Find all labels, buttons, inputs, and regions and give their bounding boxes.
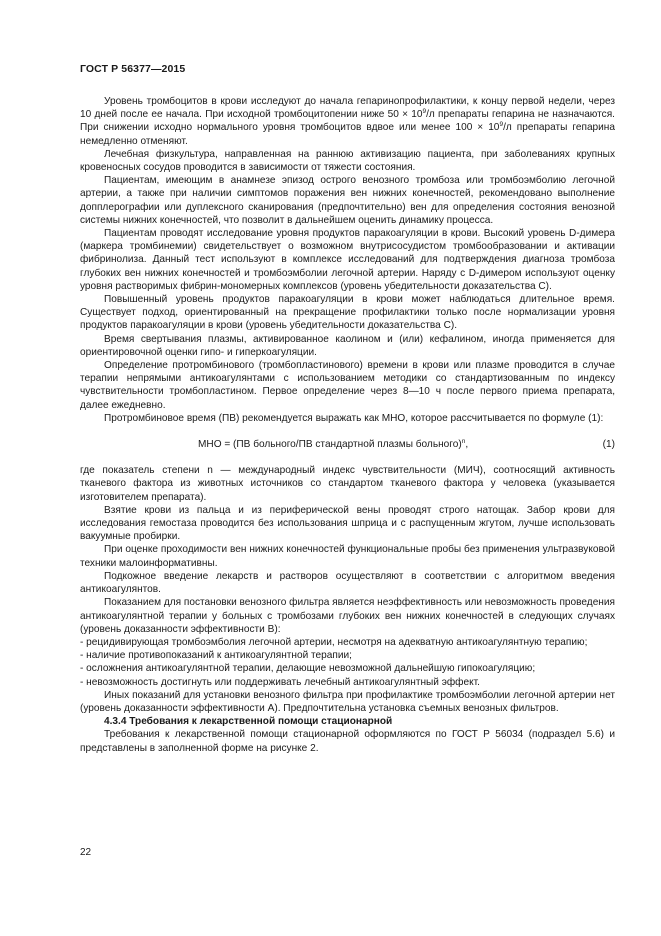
list-item: - рецидивирующая тромбоэмболия легочной артерии, несмотря на адекватную антикоагулянтную терапию; [80,636,588,648]
paragraph: Иных показаний для установки венозного фильтра при профилактике тромбоэмболии легочной артерии нет (уровень доказанности эффективности А). Предпочтительна установка съемных венозных фильтров. [80,689,615,714]
paragraph: Подкожное введение лекарств и растворов осуществляют в соответствии с алгоритмом введения антикоагулянтов. [80,570,615,596]
paragraph: Уровень тромбоцитов в крови исследуют до начала гепаринопрофилактики, к концу первой недели, через 10 дней после ее начала. При исходной тромбоцитопении ниже $50 \times 10^9/л$ препараты гепарина не назначаются. При снижении исходно нормального уровня тромбоцитов вдвое или менее $100 \times 10^9/л$ препараты гепарина немедленно отменяют. [80,96,615,147]
paragraph: Протромбиновое время (ПВ) рекомендуется выражать как МНО, которое рассчитывается по формуле (1): [104,412,604,424]
paragraph: Пациентам проводят исследование уровня продуктов паракоагуляции в крови. Высокий уровень D-димера (маркера тромбинемии) свидетельствует о возможном внутрисосудистом тромбообразовании и активации фибринолиза. Данный тест используют в комплексе исследований для подтверждения диагноза тромбоза глубоких вен нижних конечностей и тромбоэмболии легочной артерии. Наряду с D-димером используют оценку уровня растворимых фибрин-мономерных комплексов (уровень убедительности доказательства С). [80,228,615,292]
list-item: - наличие противопоказаний к антикоагулянтной терапии; [80,650,352,662]
paragraph: Показанием для постановки венозного фильтра является неэффективность или невозможность проведения антикоагулянтной терапии у больных с тромбозами глубоких вен нижних конечностей в следующих случаях (уровень доказанности эффективности В): [80,597,615,635]
document-body [80,95,615,755]
paragraph: Пациентам, имеющим в анамнезе эпизод острого венозного тромбоза или тромбоэмболию легочной артерии, а также при наличии симптомов поражения вен нижних конечностей, рекомендовано выполнение допплерографии или дуплексного сканирования (предпочтительно) вен для определения состояния венозной системы нижних конечностей, что позволит в дальнейшем оценить динамику процесса. [80,175,615,226]
paragraph: Лечебная физкультура, направленная на раннюю активизацию пациента, при заболеваниях крупных кровеносных сосудов проводится в зависимости от тяжести состояния. [80,148,615,174]
document-header: ГОСТ Р 56377—2015 [80,63,186,75]
page-number: 22 [80,847,92,858]
formula-expression: МНО = (ПВ больного/ПВ стандартной плазмы больного)$^n$, [198,438,469,451]
paragraph: При оценке проходимости вен нижних конечностей функциональные пробы без применения ультразвуковой техники малоинформативны. [80,544,615,569]
paragraph: где показатель степени n — международный индекс чувствительности (МИЧ), соотносящий активность тканевого фактора из животных источников со стандартом тканевого фактора у человека (указывается изготовителем препарата). [80,465,615,503]
formula [80,438,615,451]
formula-number: (1) [602,439,615,451]
paragraph: Время свертывания плазмы, активированное каолином и (или) кефалином, иногда применяется для ориентировочной оценки гипо- и гиперкоагуляции. [80,333,615,358]
paragraph: Повышенный уровень продуктов паракоагуляции в крови может наблюдаться длительное время. Существует подход, ориентированный на прекращение профилактики только после нормализации уровня продуктов паракоагуляции в крови (уровень убедительности доказательства С). [80,294,615,332]
section-title: 4.3.4 Требования к лекарственной помощи стационарной [104,716,393,728]
list-item: - осложнения антикоагулянтной терапии, делающие невозможной дальнейшую гипокоагуляцию; [80,663,536,675]
paragraph: Взятие крови из пальца и из периферической вены проводят строго натощак. Забор крови для исследования гемостаза проводится без использования шприца и с распущенным жгутом, лучше использовать вакуумные пробирки. [80,504,615,543]
list-item: - невозможность достигнуть или поддерживать лечебный антикоагулянтный эффект. [80,676,480,688]
paragraph: Требования к лекарственной помощи стационарной оформляются по ГОСТ Р 56034 (подраздел 5.6) и представлены в заполненной форме на рисунке 2. [80,729,615,754]
paragraph: Определение протромбинового (тромбопластинового) времени в крови или плазме проводится в случае терапии непрямыми антикоагулянтами с использованием методики со стандартизованным по индексу чувствительности тромбопластином. Первое определение через 8—10 ч после первого приема препарата, далее ежедневно. [80,360,615,411]
